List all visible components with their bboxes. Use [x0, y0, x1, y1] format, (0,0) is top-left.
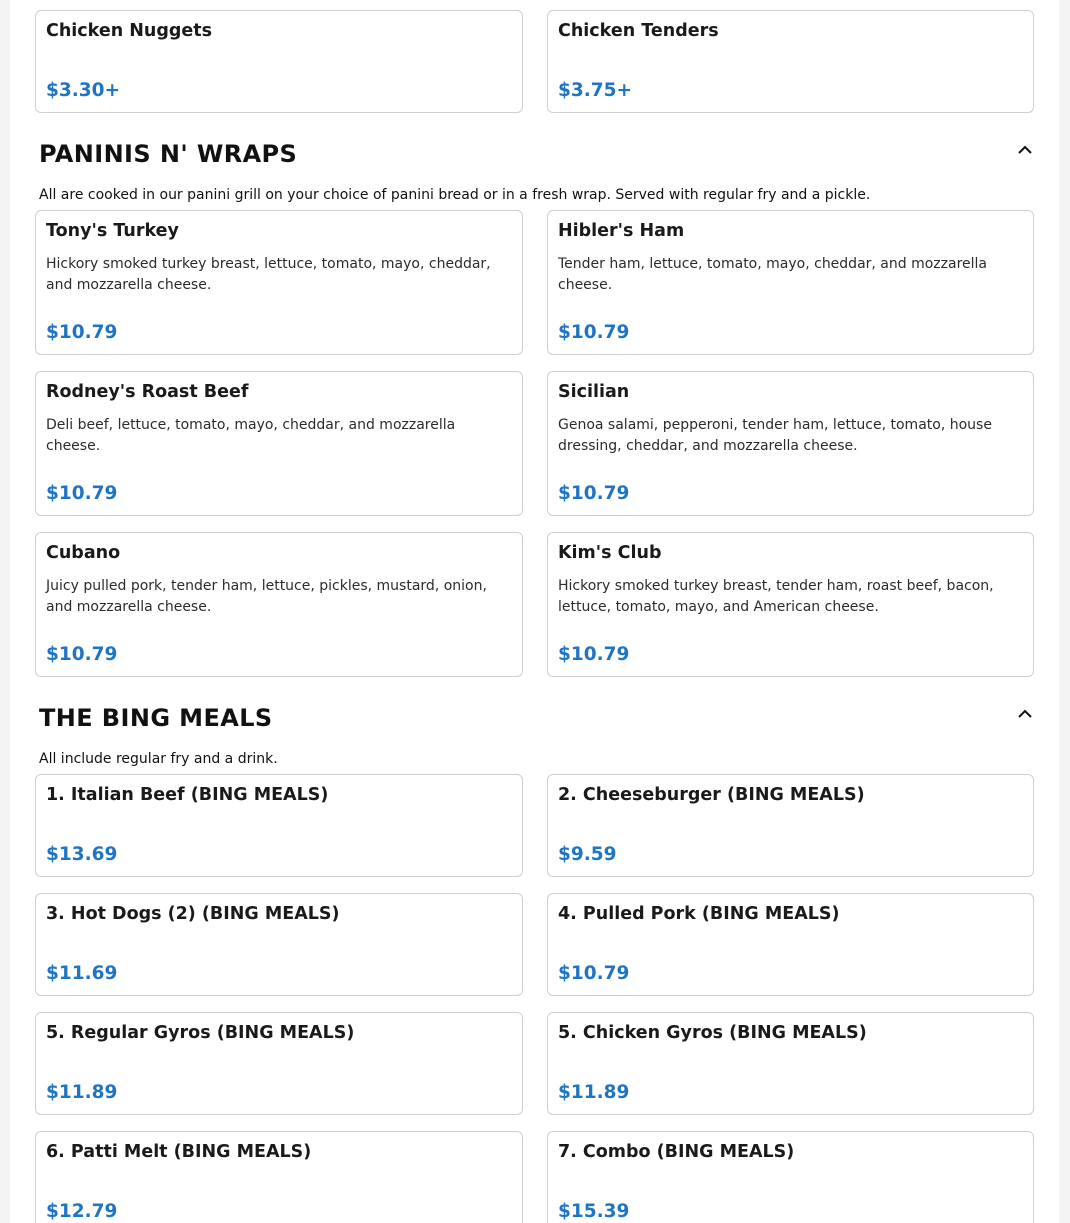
- item-name: 7. Combo (BING MEALS): [558, 1142, 795, 1162]
- item-description: Deli beef, lettuce, tomato, mayo, cheddar, and mozzarella cheese.: [46, 417, 456, 454]
- item-name: Hibler's Ham: [558, 221, 685, 241]
- item-price: $3.30+: [46, 80, 121, 101]
- menu-item-card[interactable]: [35, 1131, 523, 1223]
- item-price: $10.79: [558, 483, 630, 504]
- item-price: $13.69: [46, 844, 118, 865]
- item-description: Hickory smoked turkey breast, tender ham, roast beef, bacon, lettuce, tomato, mayo, and American cheese.: [558, 578, 994, 615]
- menu-item-card[interactable]: [35, 1012, 523, 1115]
- menu-item-card[interactable]: [547, 1012, 1034, 1115]
- item-name: 4. Pulled Pork (BING MEALS): [558, 904, 840, 924]
- item-name: Chicken Nuggets: [46, 21, 213, 41]
- bing-meals-items-grid: [35, 774, 1034, 1223]
- menu-item-card[interactable]: [35, 893, 523, 996]
- section-header-bing-meals: [39, 703, 1034, 769]
- item-name: 2. Cheeseburger (BING MEALS): [558, 785, 865, 805]
- item-price: $10.79: [558, 644, 630, 665]
- item-description: Hickory smoked turkey breast, lettuce, tomato, mayo, cheddar, and mozzarella cheese.: [46, 256, 491, 293]
- item-name: Cubano: [46, 543, 121, 563]
- chevron-up-icon[interactable]: [1016, 707, 1034, 721]
- item-description: Genoa salami, pepperoni, tender ham, lettuce, tomato, house dressing, cheddar, and mozzarella cheese.: [558, 417, 992, 454]
- item-price: $11.89: [558, 1082, 630, 1103]
- menu-item-card[interactable]: [547, 774, 1034, 877]
- item-name: Sicilian: [558, 382, 630, 402]
- item-price: $9.59: [558, 844, 617, 865]
- item-name: Tony's Turkey: [46, 221, 179, 241]
- item-price: $10.79: [558, 963, 630, 984]
- item-price: $15.39: [558, 1201, 630, 1222]
- section-description: All are cooked in our panini grill on your choice of panini bread or in a fresh wrap. Served with regular fry and a pickle.: [39, 187, 871, 203]
- item-name: 6. Patti Melt (BING MEALS): [46, 1142, 312, 1162]
- item-price: $10.79: [46, 322, 118, 343]
- paninis-items-grid: [35, 210, 1034, 677]
- menu-item-card[interactable]: [547, 10, 1034, 113]
- menu-item-card[interactable]: [35, 210, 523, 355]
- top-items-grid: [35, 10, 1034, 113]
- menu-item-card[interactable]: [547, 893, 1034, 996]
- item-price: $10.79: [46, 483, 118, 504]
- item-price: $3.75+: [558, 80, 633, 101]
- menu-item-card[interactable]: [35, 371, 523, 516]
- item-name: 3. Hot Dogs (2) (BING MEALS): [46, 904, 340, 924]
- item-price: $11.89: [46, 1082, 118, 1103]
- item-name: 1. Italian Beef (BING MEALS): [46, 785, 329, 805]
- item-price: $10.79: [558, 322, 630, 343]
- item-name: 5. Chicken Gyros (BING MEALS): [558, 1023, 867, 1043]
- item-description: Tender ham, lettuce, tomato, mayo, cheddar, and mozzarella cheese.: [558, 256, 987, 293]
- menu-item-card[interactable]: [35, 10, 523, 113]
- chevron-up-icon[interactable]: [1016, 143, 1034, 157]
- item-name: Kim's Club: [558, 543, 662, 563]
- menu-item-card[interactable]: [35, 532, 523, 677]
- section-description: All include regular fry and a drink.: [39, 751, 278, 767]
- menu-item-card[interactable]: [547, 1131, 1034, 1223]
- item-name: Chicken Tenders: [558, 21, 719, 41]
- section-header-paninis: [39, 139, 1034, 205]
- menu-item-card[interactable]: [547, 371, 1034, 516]
- item-price: $10.79: [46, 644, 118, 665]
- item-name: 5. Regular Gyros (BING MEALS): [46, 1023, 355, 1043]
- item-price: $12.79: [46, 1201, 118, 1222]
- menu-item-card[interactable]: [35, 774, 523, 877]
- menu-page: [10, 0, 1059, 1223]
- section-title: PANINIS N' WRAPS: [39, 140, 298, 168]
- menu-item-card[interactable]: [547, 532, 1034, 677]
- menu-item-card[interactable]: [547, 210, 1034, 355]
- item-description: Juicy pulled pork, tender ham, lettuce, pickles, mustard, onion, and mozzarella cheese.: [46, 578, 487, 615]
- item-name: Rodney's Roast Beef: [46, 382, 249, 402]
- section-title: THE BING MEALS: [39, 704, 273, 732]
- item-price: $11.69: [46, 963, 118, 984]
